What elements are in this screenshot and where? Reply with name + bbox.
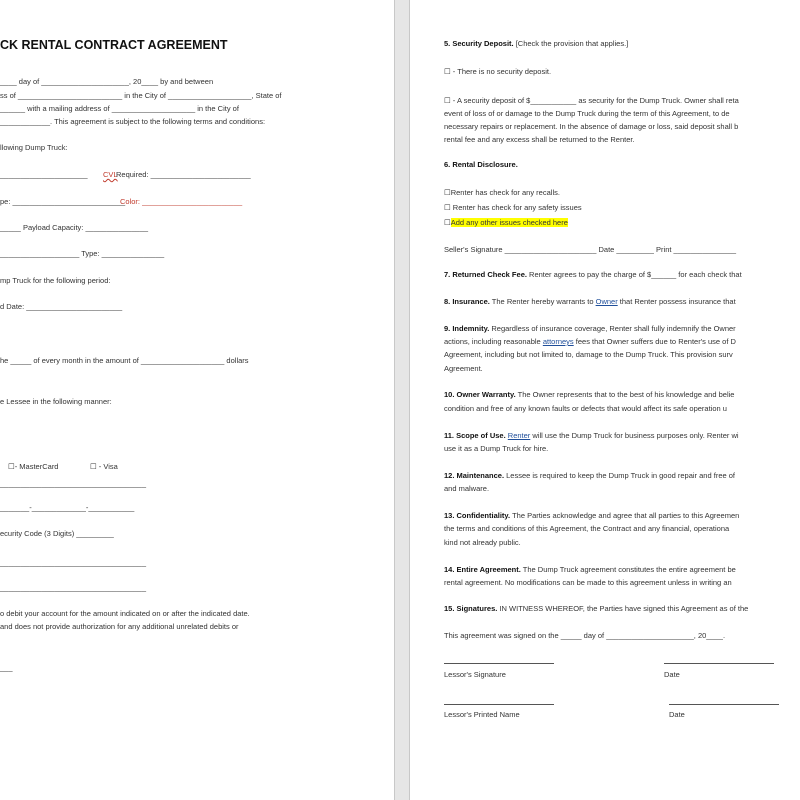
visa-checkbox[interactable]: ☐ - Visa [90,462,118,471]
highlighted-text: Add any other issues checked here [450,218,568,227]
other-issues-checkbox[interactable]: ☐Add any other issues checked here [444,218,568,227]
lessor-name-line [444,704,554,705]
cvl-label: CVL [103,170,118,179]
intro-line: ____________. This agreement is subject to the following terms and conditions: [0,117,266,126]
section-10: 10. Owner Warranty. The Owner represents that to the best of his knowledge and belie [444,390,735,399]
section-6-heading: 6. Rental Disclosure. [444,160,518,169]
section-9-text: Agreement, including but not limited to, damage to the Dump Truck. This provision surv [444,350,733,359]
section-12: 12. Maintenance. Lessee is required to keep the Dump Truck in good repair and free of [444,471,735,480]
section-11: 11. Scope of Use. Renter will use the Dump Truck for business purposes only. Renter wi [444,431,739,440]
color-field: Color: ________________________ [120,197,243,206]
section-5-text: necessary repairs or replacement. In the absence of damage or loss, said deposit shall b [444,122,739,131]
section-7: 7. Returned Check Fee. Renter agrees to pay the charge of $______ for each check that [444,270,742,279]
authorization-text: and does not provide authorization for any additional unrelated debits or [0,622,239,631]
card-number-field: _______-_____________-___________ [0,503,135,512]
lessor-signature-label: Lessor's Signature [444,670,506,679]
card-field: ___________________________________ [0,479,146,488]
recalls-checkbox[interactable]: ☐Renter has check for any recalls. [444,188,560,197]
payload-field: _____ Payload Capacity: _______________ [0,223,149,232]
intro-line: ____ day of _____________________, 20____ by and between [0,77,214,86]
required-field: Required: ________________________ [116,170,251,179]
signed-date-line: This agreement was signed on the _____ day of _____________________, 20____. [444,631,726,640]
section-13-text: the terms and conditions of this Agreement, the Contract and any financial, operationa [444,524,730,533]
section-line: llowing Dump Truck: [0,143,68,152]
section-9-text: Agreement. [444,364,483,373]
security-code-field: ecurity Code (3 Digits) _________ [0,529,114,538]
end-date-field: d Date: _______________________ [0,302,123,311]
field-line: _____________________ [0,170,88,179]
payment-amount-line: he _____ of every month in the amount of ____________________ dollars [0,356,249,365]
seller-signature-line: Seller's Signature ______________________ Date _________ Print _______________ [444,245,737,254]
lessor-signature-line [444,663,554,664]
date-line [669,704,779,705]
signature-field: ___ [0,663,13,672]
section-15: 15. Signatures. IN WITNESS WHEREOF, the Parties have signed this Agreement as of the [444,604,749,613]
deposit-checkbox[interactable]: ☐ - A security deposit of $___________ as security for the Dump Truck. Owner shall reta [444,96,739,105]
section-line: e Lessee in the following manner: [0,397,112,406]
section-9: 9. Indemnity. Regardless of insurance coverage, Renter shall fully indemnify the Owner [444,324,736,333]
contract-title: CK RENTAL CONTRACT AGREEMENT [0,38,228,52]
section-11-text: use it as a Dump Truck for hire. [444,444,549,453]
card-field: ___________________________________ [0,583,146,592]
section-13: 13. Confidentiality. The Parties acknowledge and agree that all parties to this Agreemen [444,511,740,520]
section-13-text: kind not already public. [444,538,521,547]
section-14: 14. Entire Agreement. The Dump Truck agreement constitutes the entire agreement be [444,565,736,574]
date-label: Date [664,670,680,679]
safety-checkbox[interactable]: ☐ Renter has check for any safety issues [444,203,582,212]
no-deposit-checkbox[interactable]: ☐ - There is no security deposit. [444,67,552,76]
section-5-text: event of loss of or damage to the Dump Truck during the term of this Agreement, to de [444,109,730,118]
document-page-2 [409,0,800,800]
type-field: ___________________ Type: _______________ [0,249,165,258]
section-10-text: condition and free of any known faults or defects that would affect its safe operation u [444,404,727,413]
section-8: 8. Insurance. The Renter hereby warrants to Owner that Renter possess insurance that [444,297,736,306]
mastercard-checkbox[interactable]: ☐- MasterCard [8,462,59,471]
authorization-text: o debit your account for the amount indicated on or after the indicated date. [0,609,250,618]
field-line: pe: ___________________________ [0,197,126,206]
card-field: ___________________________________ [0,558,146,567]
section-12-text: and malware. [444,484,490,493]
section-5-heading: 5. Security Deposit. [Check the provision that applies.] [444,39,629,48]
document-page-1 [0,0,395,800]
intro-line: ______ with a mailing address of ____________________ in the City of [0,104,239,113]
section-9-text: actions, including reasonable attorneys fees that Owner suffers due to Renter's use of D [444,337,736,346]
intro-line: ss of _________________________ in the City of ____________________, State of [0,91,282,100]
lessor-name-label: Lessor's Printed Name [444,710,520,719]
section-14-text: rental agreement. No modifications can be made to this agreement unless in writing an [444,578,732,587]
section-5-text: rental fee and any excess shall be returned to the Renter. [444,135,635,144]
section-line: mp Truck for the following period: [0,276,111,285]
date-line [664,663,774,664]
date-label: Date [669,710,685,719]
